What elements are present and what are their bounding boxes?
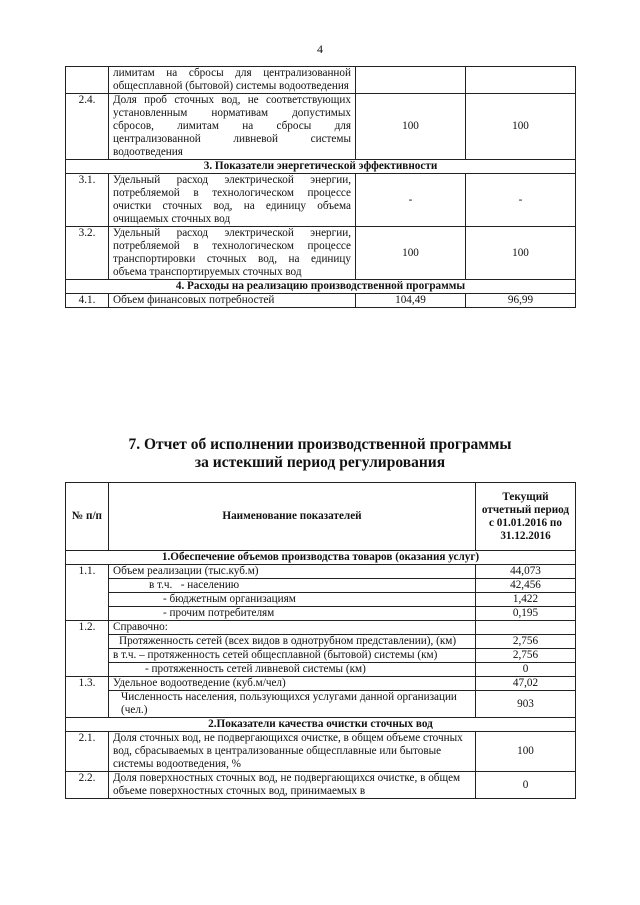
base-value: 100 bbox=[356, 227, 466, 280]
indicator-name: - бюджетным организациям bbox=[109, 593, 476, 607]
section-title: 4. Расходы на реализацию производственной программы bbox=[66, 280, 576, 294]
table-header-row bbox=[66, 483, 576, 551]
table-row bbox=[66, 663, 576, 677]
section-7-title bbox=[0, 436, 640, 472]
row-number: 4.1. bbox=[66, 294, 109, 308]
indicator-name: - прочим потребителям bbox=[109, 607, 476, 621]
indicator-name: Удельное водоотведение (куб.м/чел) bbox=[109, 677, 476, 691]
table-row bbox=[66, 294, 576, 308]
current-value: 96,99 bbox=[466, 294, 576, 308]
base-value bbox=[356, 67, 466, 94]
indicator-name: Протяженность сетей (всех видов в однотрубном представлении), (км) bbox=[109, 635, 476, 649]
indicator-value: 2,756 bbox=[476, 649, 576, 663]
section-row bbox=[66, 718, 576, 732]
current-value: 100 bbox=[466, 227, 576, 280]
table-row bbox=[66, 607, 576, 621]
table-row bbox=[66, 772, 576, 799]
indicator-name: в т.ч. - населению bbox=[109, 579, 476, 593]
indicator-name: Объем финансовых потребностей bbox=[109, 294, 356, 308]
indicator-name: в т.ч. – протяженность сетей общесплавной (бытовой) системы (км) bbox=[109, 649, 476, 663]
indicator-name: Доля проб сточных вод, не соответствующих установленным нормативам допустимых сбросов, лимитам на сбросы для централизованной ливневой системы водоотведения bbox=[109, 94, 356, 160]
indicator-name: Справочно: bbox=[109, 621, 476, 635]
table-row bbox=[66, 593, 576, 607]
row-number: 1.1. bbox=[66, 565, 109, 621]
row-number: 3.2. bbox=[66, 227, 109, 280]
row-number: 2.1. bbox=[66, 732, 109, 772]
page-number: 4 bbox=[317, 42, 323, 56]
indicator-value: 2,756 bbox=[476, 635, 576, 649]
current-value: - bbox=[466, 174, 576, 227]
table-row bbox=[66, 94, 576, 160]
base-value: 104,49 bbox=[356, 294, 466, 308]
indicator-name: лимитам на сбросы для централизованной общесплавной (бытовой) системы водоотведения bbox=[109, 67, 356, 94]
table-row bbox=[66, 691, 576, 718]
indicator-name: Объем реализации (тыс.куб.м) bbox=[109, 565, 476, 579]
row-number: 2.4. bbox=[66, 94, 109, 160]
current-value: 100 bbox=[466, 94, 576, 160]
base-value: - bbox=[356, 174, 466, 227]
indicator-value: 42,456 bbox=[476, 579, 576, 593]
indicator-name: Численность населения, пользующихся услугами данной организации (чел.) bbox=[109, 691, 476, 718]
indicator-value: 903 bbox=[476, 691, 576, 718]
indicator-value: 100 bbox=[476, 732, 576, 772]
section-title: 1.Обеспечение объемов производства товаров (оказания услуг) bbox=[66, 551, 576, 565]
row-number bbox=[66, 67, 109, 94]
indicator-name: Удельный расход электрической энергии, потребляемой в технологическом процессе транспортировки сточных вод, на единицу объема транспортируемых сточных вод bbox=[109, 227, 356, 280]
col-header-number: № п/п bbox=[66, 483, 109, 551]
indicator-value: 0 bbox=[476, 772, 576, 799]
table-row bbox=[66, 732, 576, 772]
indicator-value: 0 bbox=[476, 663, 576, 677]
col-header-period: Текущий отчетный период с 01.01.2016 по 31.12.2016 bbox=[476, 483, 576, 551]
table-row bbox=[66, 579, 576, 593]
table-row bbox=[66, 677, 576, 691]
section-row bbox=[66, 551, 576, 565]
section-row bbox=[66, 280, 576, 294]
table-row bbox=[66, 67, 576, 94]
row-number: 1.3. bbox=[66, 677, 109, 718]
table-row bbox=[66, 565, 576, 579]
table-row bbox=[66, 227, 576, 280]
col-header-indicator: Наименование показателей bbox=[109, 483, 476, 551]
indicator-name: Доля сточных вод, не подвергающихся очистке, в общем объеме сточных вод, сбрасываемых в централизованные общесплавные или бытовые системы водоотведения, % bbox=[109, 732, 476, 772]
indicator-value: 1,422 bbox=[476, 593, 576, 607]
table-row bbox=[66, 174, 576, 227]
indicator-value: 47,02 bbox=[476, 677, 576, 691]
indicator-name: Доля поверхностных сточных вод, не подвергающихся очистке, в общем объеме поверхностных сточных вод, принимаемых в bbox=[109, 772, 476, 799]
section-title: 2.Показатели качества очистки сточных вод bbox=[66, 718, 576, 732]
table-row bbox=[66, 635, 576, 649]
section-row bbox=[66, 160, 576, 174]
empty-cell bbox=[476, 621, 576, 635]
section-7-title-line1: 7. Отчет об исполнении производственной программы bbox=[128, 436, 512, 453]
base-value: 100 bbox=[356, 94, 466, 160]
table-row bbox=[66, 621, 576, 635]
row-number: 3.1. bbox=[66, 174, 109, 227]
section-7-title-line2: за истекший период регулирования bbox=[194, 454, 446, 471]
program-execution-report-table bbox=[65, 482, 576, 799]
row-number: 1.2. bbox=[66, 621, 109, 677]
current-value bbox=[466, 67, 576, 94]
table-row bbox=[66, 649, 576, 663]
indicator-name: Удельный расход электрической энергии, потребляемой в технологическом процессе очистки сточных вод, на единицу объема очищаемых сточных вод bbox=[109, 174, 356, 227]
indicator-value: 0,195 bbox=[476, 607, 576, 621]
row-number: 2.2. bbox=[66, 772, 109, 799]
indicator-value: 44,073 bbox=[476, 565, 576, 579]
section-title: 3. Показатели энергетической эффективности bbox=[66, 160, 576, 174]
indicator-name: - протяженность сетей ливневой системы (км) bbox=[109, 663, 476, 677]
performance-indicators-table bbox=[65, 66, 576, 308]
